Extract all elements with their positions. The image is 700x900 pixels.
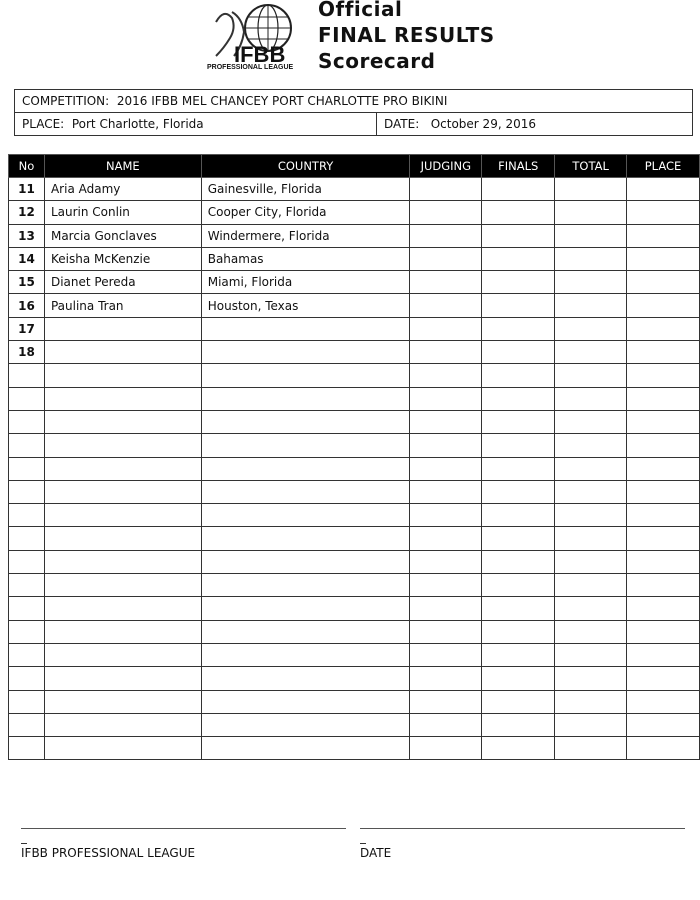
signature-line [21,828,346,829]
cell-judging [410,620,482,643]
table-row [9,667,700,690]
cell-name [44,434,201,457]
cell-country [201,737,410,760]
cell-total [555,364,627,387]
column-header: No [9,155,45,178]
cell-finals [482,364,555,387]
cell-no [9,574,45,597]
results-table [8,154,700,760]
column-header: NAME [44,155,201,178]
cell-country [201,504,410,527]
cell-country [201,574,410,597]
table-row [9,574,700,597]
cell-name [44,341,201,364]
cell-country: Cooper City, Florida [201,201,410,224]
cell-finals [482,387,555,410]
cell-country [201,620,410,643]
ifbb-logo: IFBB PROFESSIONAL LEAGUE [204,2,308,72]
cell-judging [410,597,482,620]
cell-finals [482,224,555,247]
cell-judging [410,550,482,573]
cell-place [627,620,700,643]
date-label: DATE [360,846,392,860]
cell-no: 18 [9,341,45,364]
cell-name [44,317,201,340]
cell-finals [482,247,555,270]
cell-no: 17 [9,317,45,340]
table-row [9,480,700,503]
cell-finals [482,480,555,503]
signature-label: IFBB PROFESSIONAL LEAGUE [21,846,196,860]
cell-place [627,737,700,760]
cell-finals [482,643,555,666]
table-row [9,341,700,364]
cell-judging [410,527,482,550]
cell-no [9,597,45,620]
cell-name [44,597,201,620]
cell-place [627,504,700,527]
cell-place [627,434,700,457]
cell-no: 16 [9,294,45,317]
cell-judging [410,737,482,760]
cell-place [627,224,700,247]
cell-name [44,690,201,713]
document-title: Official FINAL RESULTS Scorecard [318,0,495,73]
cell-judging [410,574,482,597]
cell-no [9,410,45,433]
competition-name: 2016 IFBB MEL CHANCEY PORT CHARLOTTE PRO BIKINI [116,94,448,108]
cell-judging [410,201,482,224]
table-row [9,247,700,270]
cell-finals [482,457,555,480]
cell-finals [482,201,555,224]
cell-judging [410,504,482,527]
cell-no [9,504,45,527]
cell-place [627,294,700,317]
cell-place [627,364,700,387]
cell-finals [482,178,555,201]
cell-country [201,364,410,387]
table-row [9,410,700,433]
cell-no [9,364,45,387]
cell-country [201,457,410,480]
cell-place [627,527,700,550]
cell-total [555,387,627,410]
cell-judging [410,271,482,294]
cell-total [555,434,627,457]
cell-judging [410,690,482,713]
cell-finals [482,713,555,736]
cell-total [555,690,627,713]
cell-place [627,643,700,666]
cell-country [201,480,410,503]
cell-total [555,737,627,760]
cell-total [555,574,627,597]
table-row [9,550,700,573]
cell-country: Miami, Florida [201,271,410,294]
cell-finals [482,271,555,294]
cell-judging [410,410,482,433]
cell-no [9,480,45,503]
cell-name [44,387,201,410]
cell-no: 15 [9,271,45,294]
cell-name: Aria Adamy [44,178,201,201]
cell-name [44,480,201,503]
cell-judging [410,434,482,457]
cell-judging [410,341,482,364]
cell-no: 13 [9,224,45,247]
cell-country [201,550,410,573]
table-row [9,457,700,480]
cell-finals [482,690,555,713]
cell-no: 12 [9,201,45,224]
cell-total [555,480,627,503]
cell-country [201,690,410,713]
table-row [9,643,700,666]
cell-country [201,317,410,340]
cell-total [555,224,627,247]
cell-finals [482,317,555,340]
cell-place [627,574,700,597]
cell-total [555,667,627,690]
cell-finals [482,527,555,550]
table-row [9,201,700,224]
cell-judging [410,713,482,736]
column-header: TOTAL [555,155,627,178]
cell-judging [410,364,482,387]
column-header: PLACE [627,155,700,178]
cell-place [627,480,700,503]
cell-country [201,410,410,433]
cell-finals [482,550,555,573]
cell-no [9,620,45,643]
cell-finals [482,667,555,690]
cell-finals [482,597,555,620]
cell-judging [410,317,482,340]
cell-place [627,667,700,690]
table-row [9,317,700,340]
cell-finals [482,737,555,760]
cell-name: Laurin Conlin [44,201,201,224]
cell-total [555,410,627,433]
cell-name [44,667,201,690]
table-row [9,504,700,527]
cell-country [201,597,410,620]
cell-no: 14 [9,247,45,270]
cell-judging [410,178,482,201]
cell-name: Marcia Gonclaves [44,224,201,247]
cell-no: 11 [9,178,45,201]
cell-name [44,457,201,480]
cell-country [201,713,410,736]
table-row [9,178,700,201]
table-row [9,690,700,713]
cell-total [555,271,627,294]
cell-place [627,201,700,224]
table-row [9,434,700,457]
cell-country [201,643,410,666]
cell-total [555,457,627,480]
table-row [9,387,700,410]
cell-name [44,410,201,433]
cell-total [555,294,627,317]
cell-total [555,597,627,620]
cell-place [627,550,700,573]
cell-judging [410,247,482,270]
date-value: October 29, 2016 [430,117,536,131]
cell-no [9,667,45,690]
cell-no [9,550,45,573]
cell-place [627,410,700,433]
cell-total [555,620,627,643]
cell-finals [482,574,555,597]
cell-judging [410,224,482,247]
cell-name [44,737,201,760]
cell-total [555,643,627,666]
column-header: FINALS [482,155,555,178]
cell-place [627,690,700,713]
column-header: COUNTRY [201,155,410,178]
cell-total [555,247,627,270]
cell-name [44,574,201,597]
cell-finals [482,620,555,643]
cell-name [44,620,201,643]
cell-country [201,387,410,410]
place-value: Port Charlotte, Florida [71,117,204,131]
cell-no [9,434,45,457]
column-header: JUDGING [410,155,482,178]
cell-place [627,317,700,340]
cell-country [201,434,410,457]
cell-country: Windermere, Florida [201,224,410,247]
cell-total [555,713,627,736]
table-row [9,294,700,317]
cell-finals [482,434,555,457]
table-row [9,364,700,387]
cell-finals [482,504,555,527]
cell-name [44,504,201,527]
cell-no [9,457,45,480]
cell-place [627,341,700,364]
cell-total [555,504,627,527]
cell-name: Keisha McKenzie [44,247,201,270]
table-row [9,224,700,247]
cell-name [44,364,201,387]
cell-judging [410,387,482,410]
cell-total [555,317,627,340]
cell-name [44,713,201,736]
cell-judging [410,480,482,503]
cell-country [201,527,410,550]
cell-country: Bahamas [201,247,410,270]
cell-no [9,713,45,736]
cell-finals [482,294,555,317]
cell-judging [410,643,482,666]
table-row [9,713,700,736]
cell-total [555,341,627,364]
cell-total [555,550,627,573]
cell-place [627,247,700,270]
cell-place [627,457,700,480]
cell-finals [482,341,555,364]
competition-info: COMPETITION: 2016 IFBB MEL CHANCEY PORT CHARLOTTE PRO BIKINI PLACE: Port Charlotte, Florida DATE: October 29, 2016 [14,89,693,136]
cell-country [201,667,410,690]
table-row [9,737,700,760]
table-row [9,620,700,643]
cell-no [9,387,45,410]
cell-place [627,713,700,736]
cell-country: Houston, Texas [201,294,410,317]
cell-no [9,527,45,550]
cell-country: Gainesville, Florida [201,178,410,201]
table-row [9,527,700,550]
table-row [9,597,700,620]
table-row [9,271,700,294]
cell-place [627,387,700,410]
cell-finals [482,410,555,433]
cell-name: Dianet Pereda [44,271,201,294]
cell-place [627,597,700,620]
cell-judging [410,667,482,690]
cell-judging [410,294,482,317]
cell-name [44,527,201,550]
cell-judging [410,457,482,480]
cell-name [44,643,201,666]
cell-no [9,690,45,713]
cell-place [627,271,700,294]
cell-total [555,527,627,550]
cell-name: Paulina Tran [44,294,201,317]
cell-total [555,201,627,224]
date-line [360,828,685,829]
cell-no [9,737,45,760]
cell-country [201,341,410,364]
cell-name [44,550,201,573]
cell-no [9,643,45,666]
cell-place [627,178,700,201]
cell-total [555,178,627,201]
